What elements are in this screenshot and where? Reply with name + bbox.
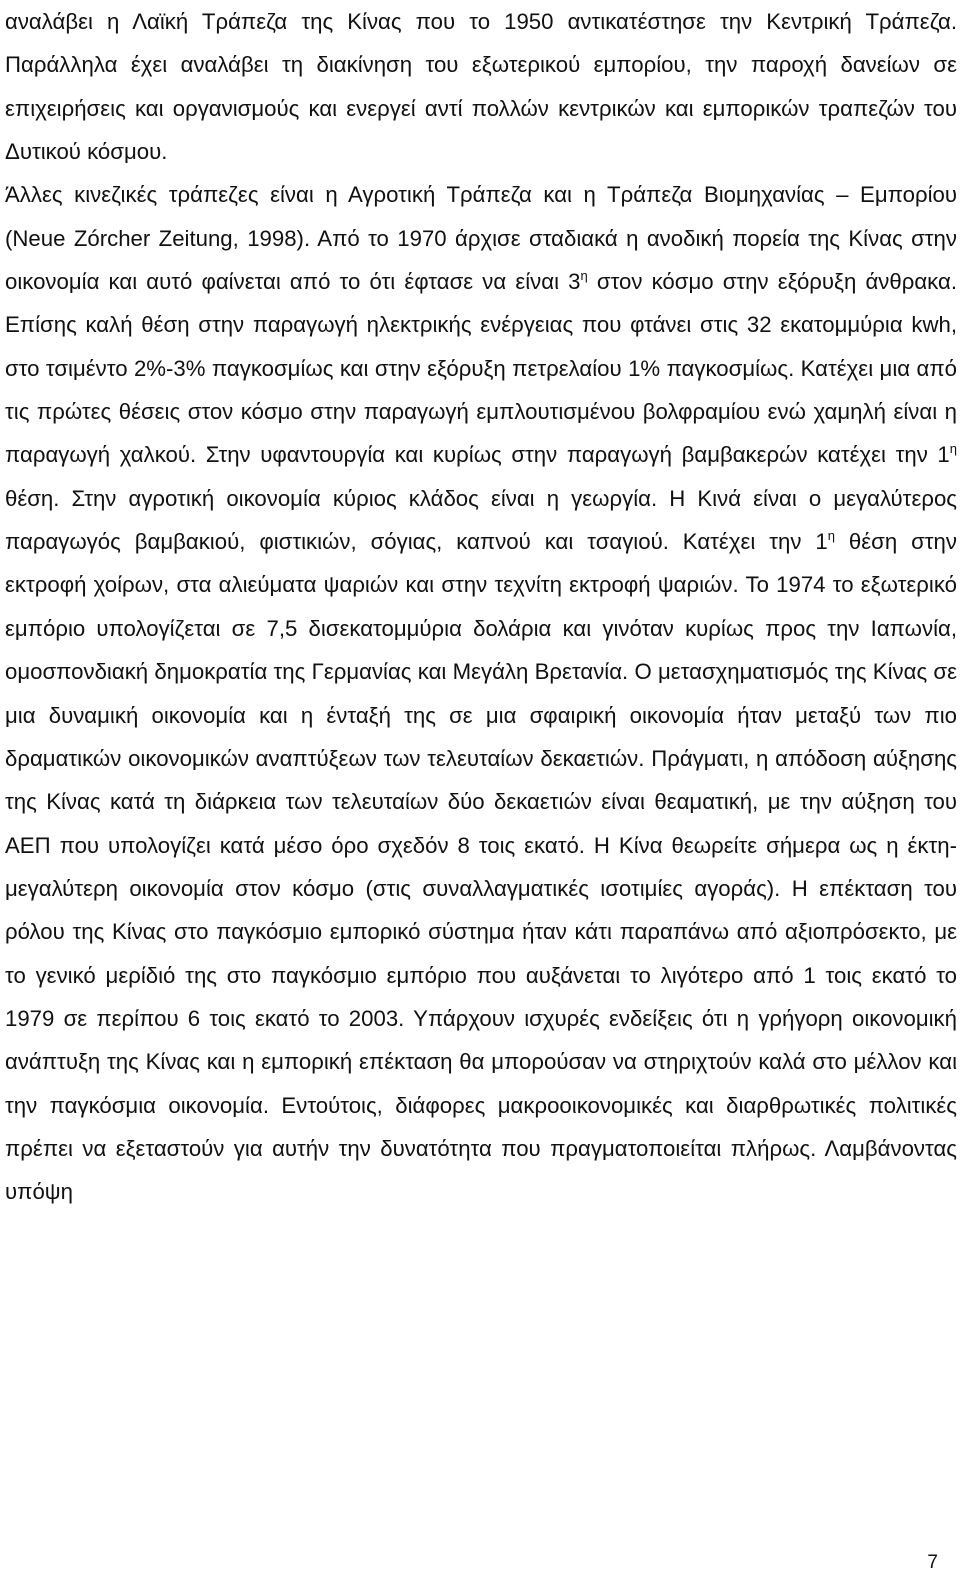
- document-body: [5, 0, 957, 1214]
- paragraph-2-part-2: στον κόσμο στην εξόρυξη άνθρακα. Επίσης καλή θέση στην παραγωγή ηλεκτρικής ενέργειας που φτάνει στις 32 εκατομμύρια kwh, στο τσιμέντο 2%-3% παγκοσμίως και στην εξόρυξη πετρελαίου 1% παγκοσμίως. Κατέχει μια από τις πρώτες θέσεις στον κόσμο στην παραγωγή εμπλουτισμένου βολφραμίου ενώ χαμηλή είναι η παραγωγή χαλκού. Στην υφαντουργία και κυρίως στην παραγωγή βαμβακερών κατέχει την 1: [5, 269, 957, 468]
- paragraph-2-part-3: θέση. Στην αγροτική οικονομία κύριος κλάδος είναι η γεωργία. Η Κινά είναι ο μεγαλύτερος παραγωγός βαμβακιού, φιστικιών, σόγιας, καπνού και τσαγιού. Κατέχει την 1: [5, 485, 957, 555]
- paragraph-2-part-4: θέση στην εκτροφή χοίρων, στα αλιεύματα ψαριών και στην τεχνίτη εκτροφή ψαριών. Το 1974 το εξωτερικό εμπόριο υπολογίζεται σε 7,5 δισεκατομμύρια δολάρια και γινόταν κυρίως προς την Ιαπωνία, ομοσπονδιακή δημοκρατία της Γερμανίας και Μεγάλη Βρετανία. Ο μετασχηματισμός της Κίνας σε μια δυναμική οικονομία και η ένταξή της σε μια σφαιρική οικονομία ήταν μεταξύ των πιο δραματικών οικονομικών αναπτύξεων των τελευταίων δεκαετιών. Πράγματι, η απόδοση αύξησης της Κίνας κατά τη διάρκεια των τελευταίων δύο δεκαετιών είναι θεαματική, με την αύξηση του ΑΕΠ που υπολογίζει κατά μέσο όρο σχεδόν 8 τοις εκατό. Η Κίνα θεωρείτε σήμερα ως η έκτη-μεγαλύτερη οικονομία στον κόσμο (στις συναλλαγματικές ισοτιμίες αγοράς). Η επέκταση του ρόλου της Κίνας στο παγκόσμιο εμπορικό σύστημα ήταν κάτι παραπάνω από αξιοπρόσεκτο, με το γενικό μερίδιό της στο παγκόσμιο εμπόριο που αυξάνεται το λιγότερο από 1 τοις εκατό το 1979 σε περίπου 6 τοις εκατό το 2003. Υπάρχουν ισχυρές ενδείξεις ότι η γρήγορη οικονομική ανάπτυξη της Κίνας και η εμπορική επέκταση θα μπορούσαν να στηριχτούν καλά στο μέλλον και την παγκόσμια οικονομία. Εντούτοις, διάφορες μακροοικονομικές και διαρθρωτικές πολιτικές πρέπει να εξεταστούν για αυτήν την δυνατότητα που πραγματοποιείται πλήρως. Λαμβάνοντας υπόψη: [5, 529, 957, 1205]
- paragraph-1: αναλάβει η Λαϊκή Τράπεζα της Κίνας που το 1950 αντικατέστησε την Κεντρική Τράπεζα. Παράλληλα έχει αναλάβει τη διακίνηση του εξωτερικού εμπορίου, την παροχή δανείων σε επιχειρήσεις και οργανισμούς και ενεργεί αντί πολλών κεντρικών και εμπορικών τραπεζών του Δυτικού κόσμου.: [5, 9, 957, 165]
- ordinal-superscript: η: [949, 441, 957, 457]
- ordinal-superscript: η: [827, 528, 835, 544]
- page-number: 7: [927, 1552, 938, 1573]
- paragraph-2: [5, 173, 957, 1213]
- paragraph-2-part-1: Άλλες κινεζικές τράπεζες είναι η Αγροτική Τράπεζα και η Τράπεζα Βιομηχανίας – Εμπορίου (Neue Zórcher Zeitung, 1998). Από το 1970 άρχισε σταδιακά η ανοδική πορεία της Κίνας στην οικονομία και αυτό φαίνεται από το ότι έφτασε να είναι 3: [5, 182, 957, 295]
- ordinal-superscript: η: [580, 268, 588, 284]
